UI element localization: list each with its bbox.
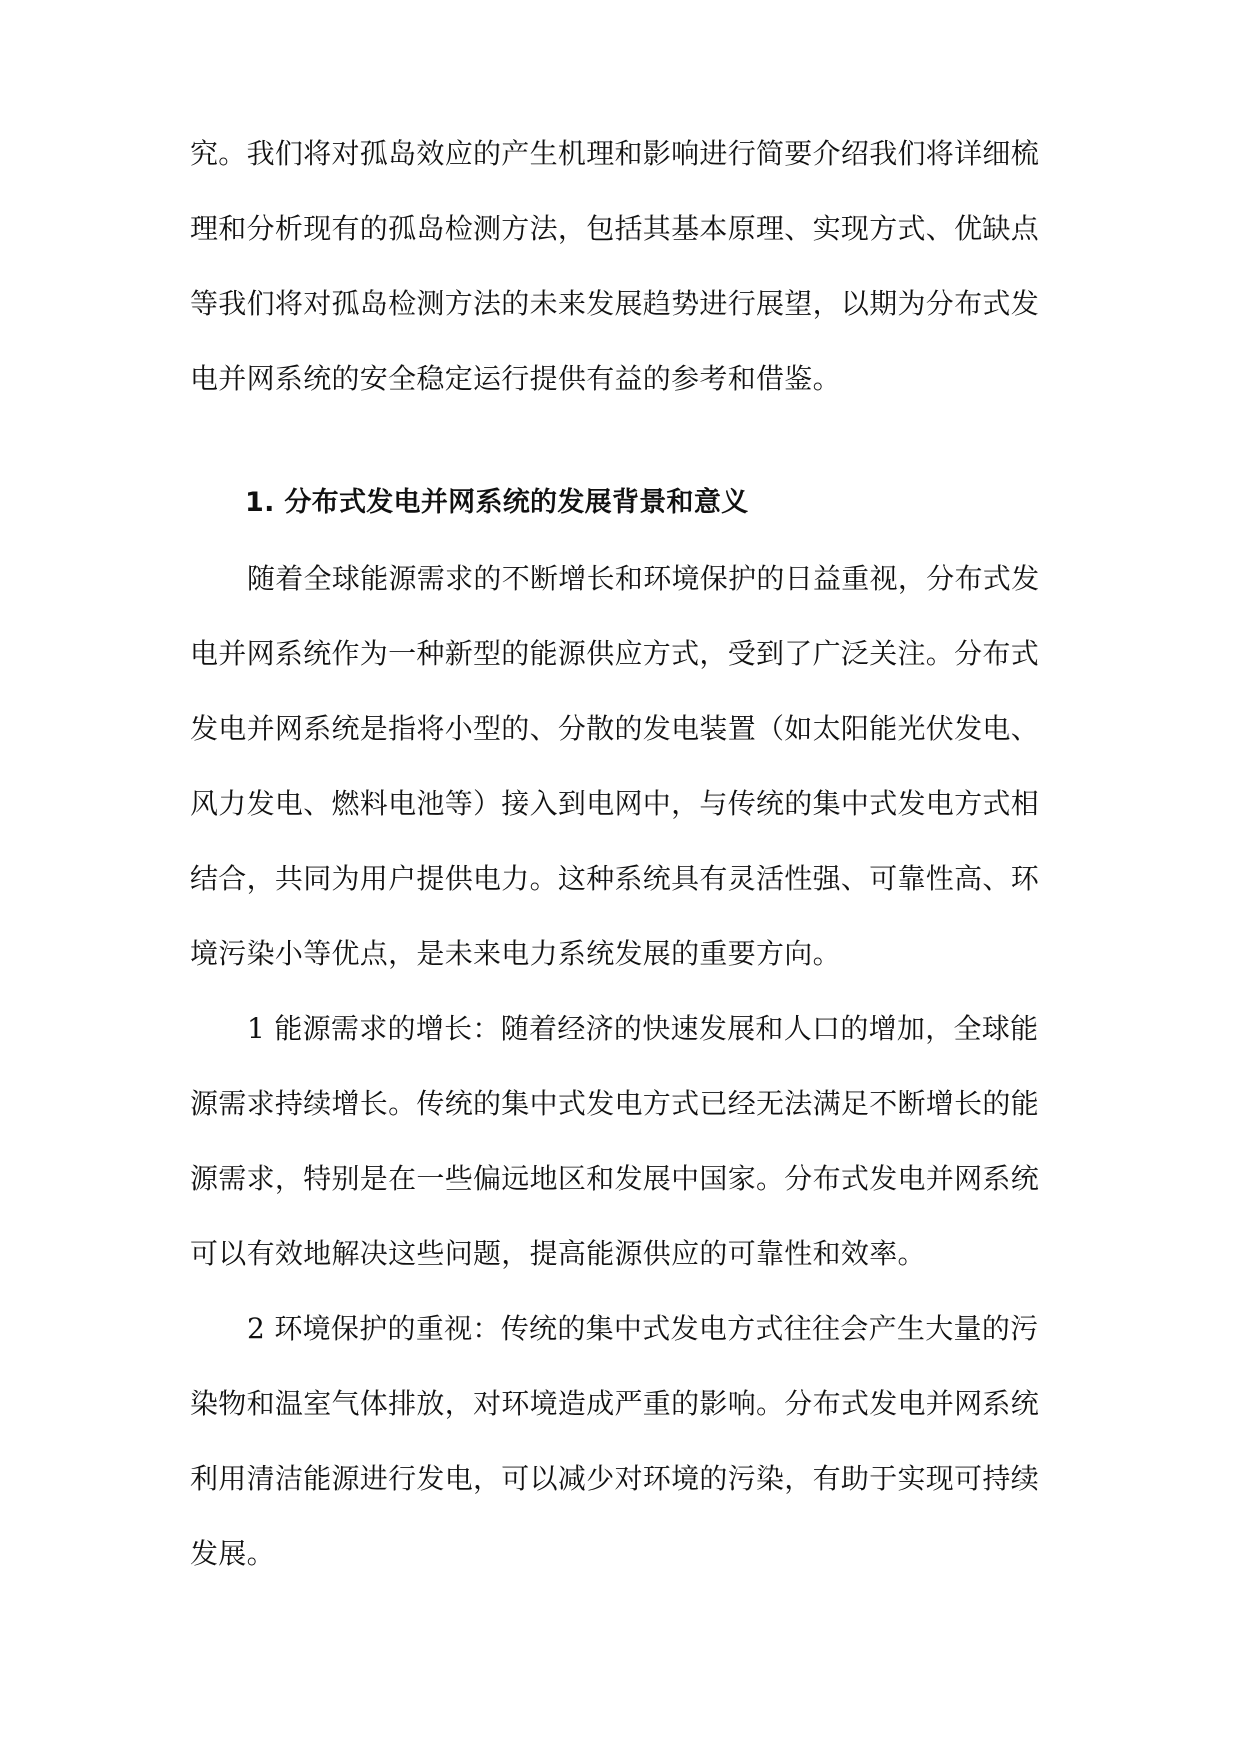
paragraph-2-line-3: 源需求，特别是在一些偏远地区和发展中国家。分布式发电并网系统 — [190, 1162, 1040, 1195]
paragraph-3-line-3: 利用清洁能源进行发电，可以减少对环境的污染，有助于实现可持续 — [190, 1462, 1040, 1495]
paragraph-1-line-3: 发电并网系统是指将小型的、分散的发电装置（如太阳能光伏发电、 — [190, 712, 1040, 745]
paragraph-3-line-4: 发展。 — [190, 1537, 275, 1570]
intro-line-2: 理和分析现有的孤岛检测方法，包括其基本原理、实现方式、优缺点 — [190, 212, 1040, 245]
paragraph-2-line-4: 可以有效地解决这些问题，提高能源供应的可靠性和效率。 — [190, 1237, 926, 1270]
paragraph-2-line-1: 1 能源需求的增长：随着经济的快速发展和人口的增加，全球能 — [247, 1012, 1039, 1045]
paragraph-3-line-1: 2 环境保护的重视：传统的集中式发电方式往往会产生大量的污 — [247, 1312, 1039, 1345]
paragraph-3-line-2: 染物和温室气体排放，对环境造成严重的影响。分布式发电并网系统 — [190, 1387, 1040, 1420]
paragraph-1-line-6: 境污染小等优点，是未来电力系统发展的重要方向。 — [190, 937, 841, 970]
paragraph-2-line-2: 源需求持续增长。传统的集中式发电方式已经无法满足不断增长的能 — [190, 1087, 1040, 1120]
paragraph-1-line-5: 结合，共同为用户提供电力。这种系统具有灵活性强、可靠性高、环 — [190, 862, 1040, 895]
intro-line-1: 究。我们将对孤岛效应的产生机理和影响进行简要介绍我们将详细梳 — [190, 137, 1040, 170]
intro-line-3: 等我们将对孤岛检测方法的未来发展趋势进行展望，以期为分布式发 — [190, 287, 1040, 320]
paragraph-1-line-1: 随着全球能源需求的不断增长和环境保护的日益重视，分布式发 — [247, 562, 1040, 595]
section-heading: 1. 分布式发电并网系统的发展背景和意义 — [245, 487, 749, 518]
intro-line-4: 电并网系统的安全稳定运行提供有益的参考和借鉴。 — [190, 362, 841, 395]
paragraph-1-line-2: 电并网系统作为一种新型的能源供应方式，受到了广泛关注。分布式 — [190, 637, 1040, 670]
paragraph-1-line-4: 风力发电、燃料电池等）接入到电网中，与传统的集中式发电方式相 — [190, 787, 1040, 820]
